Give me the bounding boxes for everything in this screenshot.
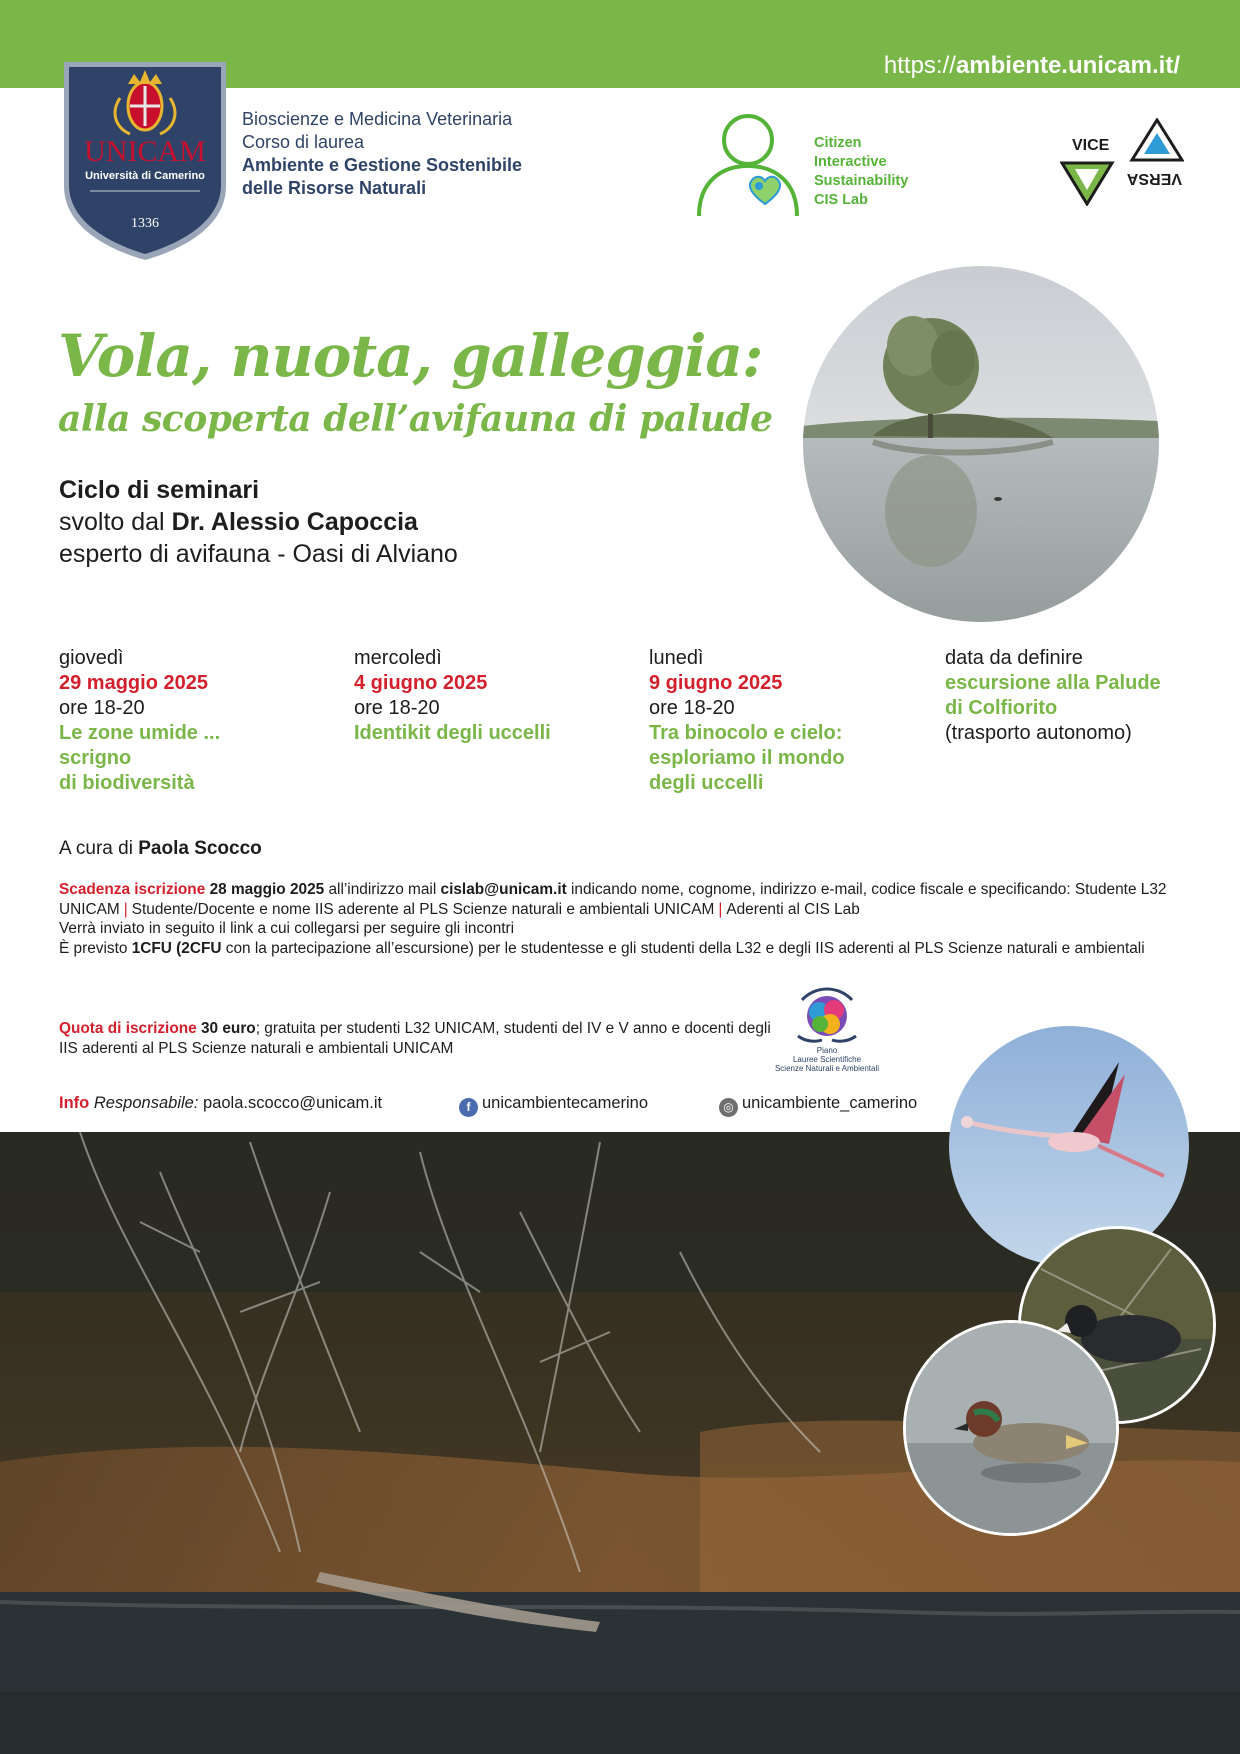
speaker-line — [59, 506, 458, 538]
event-time: ore 18-20 — [354, 697, 440, 719]
vice-text: VICE — [1072, 137, 1110, 154]
instagram-handle: unicambiente_camerino — [742, 1094, 918, 1112]
pls-text — [772, 1046, 882, 1073]
registration-email[interactable]: cislab@unicam.it — [440, 881, 567, 898]
vice-versa-logo — [1060, 118, 1184, 206]
event-day: data da definire — [945, 647, 1083, 669]
speaker-role: esperto di avifauna - Oasi di Alviano — [59, 540, 458, 568]
event-topic: di Colfiorito — [945, 697, 1058, 719]
seminar-title: Ciclo di seminari — [59, 476, 260, 504]
link-notice: Verrà inviato in seguito il link a cui collegarsi per seguire gli incontri — [59, 920, 515, 938]
pls-line: Lauree Scientifiche — [792, 1055, 862, 1064]
course-name-2: delle Risorse Naturali — [242, 178, 427, 198]
separator: | — [123, 900, 128, 918]
cfu-line — [59, 939, 1189, 959]
cis-lab-text — [814, 134, 908, 210]
event-2 — [354, 646, 634, 746]
flamingo-photo — [949, 1026, 1189, 1266]
cfu-text: con la partecipazione all’escursione) per le studentesse e gli studenti della L32 e degli IIS aderenti al PLS Scienze naturali e ambientali — [221, 940, 1145, 958]
event-note: (trasporto autonomo) — [945, 722, 1132, 744]
cis-line: Citizen — [814, 135, 862, 151]
main-title: Vola, nuota, galleggia: — [58, 322, 763, 390]
event-time: ore 18-20 — [649, 697, 735, 719]
cis-line: Sustainability — [814, 173, 909, 189]
event-3 — [649, 646, 929, 796]
registration-text: all’indirizzo mail — [324, 881, 441, 898]
pls-line: Scienze Naturali e Ambientali — [774, 1064, 880, 1073]
department-block — [242, 108, 522, 200]
instagram-icon: ◎ — [719, 1098, 738, 1117]
unicam-name: UNICAM — [84, 135, 206, 168]
unicam-subtitle: Università di Camerino — [85, 170, 205, 182]
course-label: Corso di laurea — [242, 132, 365, 152]
versa-text: VERSA — [1126, 170, 1182, 187]
speaker-name: Dr. Alessio Capoccia — [171, 508, 418, 536]
event-day: giovedì — [59, 647, 124, 669]
pls-emblem — [772, 982, 882, 1046]
fee-label: Quota di iscrizione — [59, 1020, 197, 1037]
registration-info — [59, 880, 1189, 959]
curator-line — [59, 838, 262, 860]
cfu-value: 1CFU (2CFU — [131, 940, 222, 958]
deadline-date: 28 maggio 2025 — [209, 881, 325, 898]
event-date: 4 giugno 2025 — [354, 672, 488, 694]
event-topic: Le zone umide ... — [59, 722, 221, 744]
event-time: ore 18-20 — [59, 697, 145, 719]
lake-photo — [803, 266, 1159, 622]
deadline-label: Scadenza iscrizione — [59, 881, 206, 898]
registration-text: indicando nome, cognome, indirizzo e-mail, codice fiscale e specificando: Studente L32 UNICAM — [59, 881, 1167, 918]
event-topic: escursione alla Palude — [945, 672, 1161, 694]
course-name-1: Ambiente e Gestione Sostenibile — [242, 155, 523, 175]
url-prefix: https:// — [883, 52, 956, 79]
sub-title: alla scoperta dell’avifauna di palude — [58, 398, 773, 440]
event-day: lunedì — [649, 647, 704, 669]
event-topic: degli uccelli — [649, 772, 764, 794]
url-domain: ambiente.unicam.it/ — [955, 52, 1180, 79]
speaker-prefix: svolto dal — [59, 508, 172, 536]
separator: | — [718, 900, 723, 918]
teal-photo — [903, 1320, 1119, 1536]
facebook-icon: f — [459, 1098, 478, 1117]
fee-text: ; gratuita per studenti L32 UNICAM, studenti del IV e V anno e docenti degli IIS aderenti al PLS Scienze naturali e ambientali UNICAM — [59, 1020, 771, 1057]
event-1 — [59, 646, 339, 796]
registration-text: Studente/Docente e nome IIS aderente al PLS Scienze naturali e ambientali UNICAM — [131, 900, 715, 918]
info-label: Info — [59, 1094, 90, 1112]
cis-line: Interactive — [814, 154, 887, 170]
cfu-prefix: È previsto — [59, 940, 132, 958]
person-heart-icon — [695, 112, 815, 217]
responsible-email[interactable]: paola.scocco@unicam.it — [203, 1094, 383, 1112]
event-4 — [945, 646, 1185, 746]
facebook-handle: unicambientecamerino — [482, 1094, 649, 1112]
pls-logo — [772, 982, 882, 1073]
event-date: 9 giugno 2025 — [649, 672, 783, 694]
unicam-year: 1336 — [131, 216, 159, 231]
registration-line — [59, 880, 1189, 919]
pls-line: Piano — [816, 1046, 838, 1055]
department-name: Bioscienze e Medicina Veterinaria — [242, 109, 513, 129]
event-topic: di biodiversità — [59, 772, 195, 794]
cis-line: CIS Lab — [814, 192, 868, 208]
event-topic: scrigno — [59, 747, 132, 769]
curator-prefix: A cura di — [59, 838, 139, 859]
event-topic: Identikit degli uccelli — [354, 722, 551, 744]
event-day: mercoledì — [354, 647, 442, 669]
registration-text: Aderenti al CIS Lab — [726, 900, 860, 918]
facebook-link[interactable] — [459, 1094, 648, 1117]
event-topic: esploriamo il mondo — [649, 747, 845, 769]
fee-amount: 30 euro — [196, 1020, 256, 1037]
instagram-link[interactable] — [719, 1094, 917, 1117]
info-contact — [59, 1094, 382, 1113]
website-url[interactable] — [884, 52, 1180, 80]
unicam-logo — [60, 58, 230, 263]
seminar-block — [59, 474, 458, 570]
event-topic: Tra binocolo e cielo: — [649, 722, 843, 744]
fee-info — [59, 1019, 779, 1058]
event-date: 29 maggio 2025 — [59, 672, 208, 694]
responsible-label: Responsabile: — [93, 1094, 199, 1112]
curator-name: Paola Scocco — [138, 838, 262, 859]
